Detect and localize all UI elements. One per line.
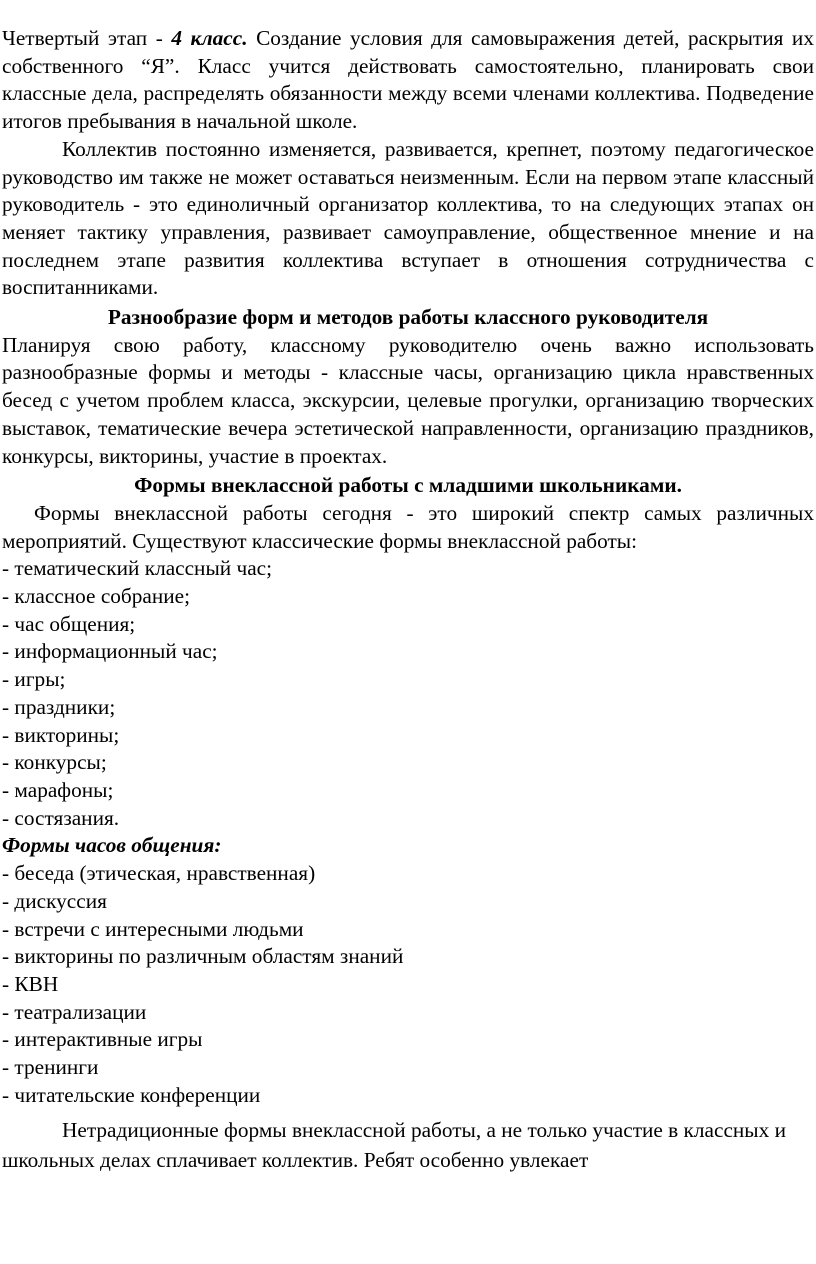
heading-extracurricular-forms: Формы внеклассной работы с младшими школьниками. [134,473,682,498]
list-item: - КВН [2,971,59,996]
stage-four-grade: 4 класс. [171,26,248,50]
list-item: - игры; [2,667,66,692]
communication-forms-list [2,860,814,1109]
stage-four-text: Создание условия для самовыражения детей, раскрытия их собственного “Я”. Класс учится действовать самостоятельно, планировать свои классные дела, распределять обязанности между всеми членами коллектива. Подведение итогов пребывания в начальной школе. [2,26,814,134]
list-item: - информационный час; [2,639,218,664]
list-item: - тренинги [2,1055,99,1080]
list-item: - конкурсы; [2,750,107,775]
list-item: - марафоны; [2,777,114,802]
paragraph-nontraditional: Нетрадиционные формы внеклассной работы, а не только участие в классных и школьных делах сплачивает коллектив. Ребят особенно увлекает [2,1118,786,1173]
list-item: - дискуссия [2,888,107,913]
heading-communication-hours: Формы часов общения: [2,833,222,858]
list-item: - викторины; [2,722,120,747]
paragraph-stage-four [2,25,814,136]
paragraph-planning: Планируя свою работу, классному руководителю очень важно использовать разнообразные формы и методы - классные часы, организацию цикла нравственных бесед с учетом проблем класса, экскурсии, целевые прогулки, организацию творческих выставок, тематические вечера эстетической направленности, организацию праздников, конкурсы, викторины, участие в проектах. [2,332,814,468]
list-item: - час общения; [2,611,136,636]
list-item: - тематический классный час; [2,556,273,581]
list-item: - классное собрание; [2,584,191,609]
list-item: - состязания. [2,805,120,830]
list-item: - театрализации [2,999,147,1024]
list-item: - беседа (этическая, нравственная) [2,861,316,886]
heading-variety-forms: Разнообразие форм и методов работы классного руководителя [107,305,709,330]
list-item: - праздники; [2,694,116,719]
stage-four-lead: Четвертый этап - [2,26,172,50]
classic-forms-list [2,555,814,832]
paragraph-extracurricular: Формы внеклассной работы сегодня - это широкий спектр самых различных мероприятий. Существуют классические формы внеклассной работы: [2,500,814,553]
list-item: - викторины по различным областям знаний [2,944,404,969]
list-item: - читательские конференции [2,1082,261,1107]
list-item: - интерактивные игры [2,1027,203,1052]
list-item: - встречи с интересными людьми [2,916,304,941]
paragraph-collective: Коллектив постоянно изменяется, развивается, крепнет, поэтому педагогическое руководство им также не может оставаться неизменным. Если на первом этапе классный руководитель - это единоличный организатор коллектива, то на следующих этапах он меняет тактику управления, развивает самоуправление, общественное мнение и на последнем этапе развития коллектива вступает в отношения сотрудничества с воспитанниками. [2,136,814,300]
